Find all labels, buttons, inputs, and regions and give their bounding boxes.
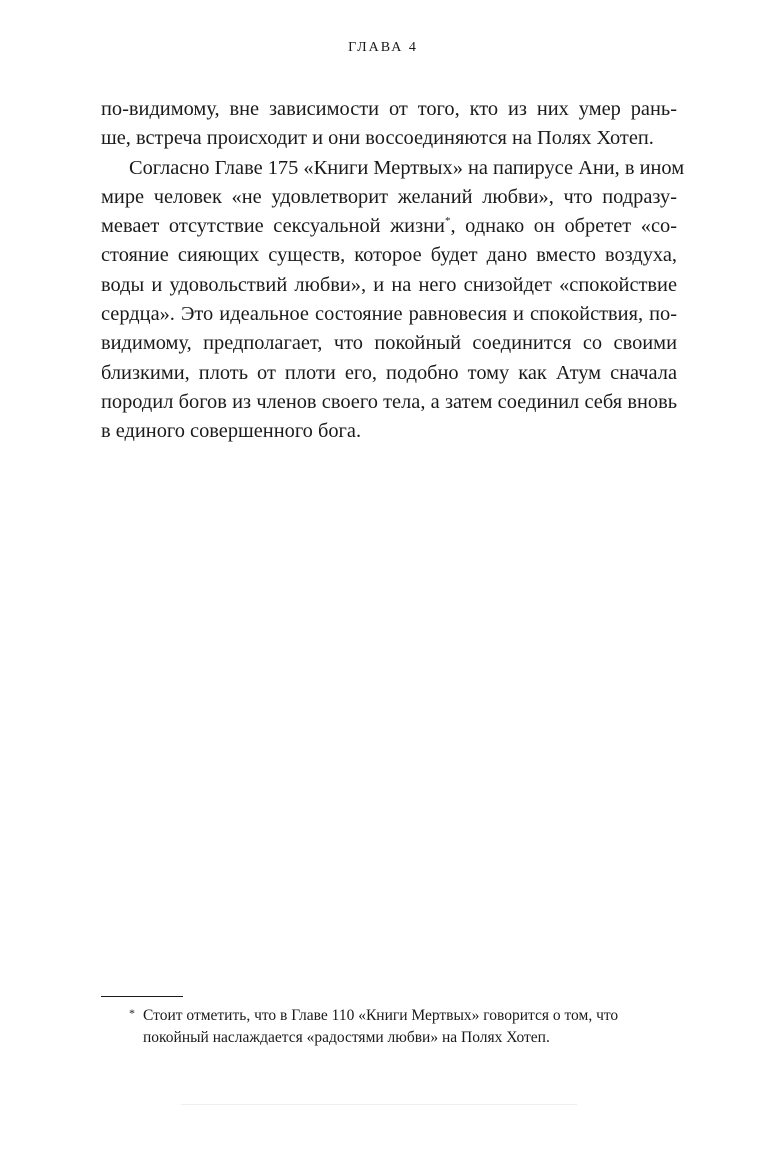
text-line: стояние сияющих существ, которое будет дано вместо воздуха, [101,244,677,267]
text-line: Согласно Главе 175 «Книги Мертвых» на папирусе Ани, в ином [129,156,685,179]
text-line-with-footnote [101,212,677,241]
text-segment: мевает отсутствие сексуальной жизни [101,215,445,238]
bottom-divider [181,1104,577,1105]
footnote-line: покойный наслаждается «радостями любви» на Полях Хотеп. [143,1029,550,1046]
text-line: видимому, предполагает, что покойный соединится со своими [101,332,677,355]
text-line: мире человек «не удовлетворит желаний любви», что подразу- [101,185,677,208]
footnote-divider [101,996,183,997]
text-line: породил богов из членов своего тела, а затем соединил себя вновь [101,390,677,413]
text-line: близкими, плоть от плоти его, подобно тому как Атум сначала [101,361,677,384]
running-head: ГЛАВА 4 [348,40,418,55]
text-line: по-видимому, вне зависимости от того, кто из них умер рань- [101,98,677,120]
text-line: в единого совершенного бога. [101,420,362,443]
footnote-reference: * [444,215,451,228]
text-segment: , однако он обретет «со- [450,215,678,238]
body-text [101,95,685,447]
footnote [101,1005,677,1049]
text-line: воды и удовольствий любви», и на него снизойдет «спокойствие [101,273,677,296]
text-line: сердца». Это идеальное состояние равновесия и спокойствия, по- [101,303,677,326]
footnote-line: Стоит отметить, что в Главе 110 «Книги Мертвых» говорится о том, что [143,1007,619,1024]
text-line: ше, встреча происходит и они воссоединяются на Полях Хотеп. [101,127,654,150]
footnote-marker: * [129,1006,135,1020]
